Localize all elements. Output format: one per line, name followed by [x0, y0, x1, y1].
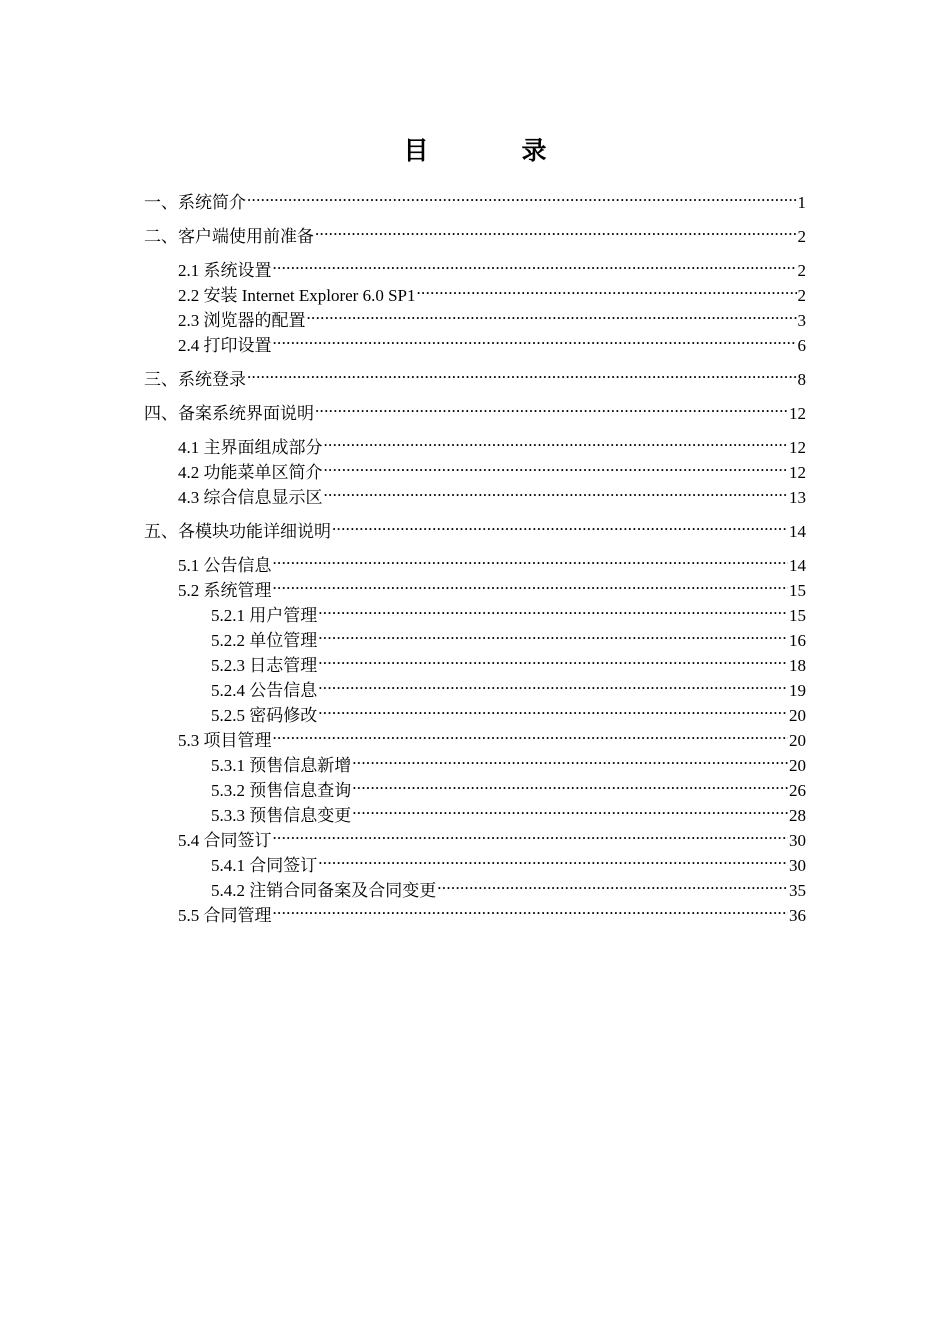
- dot-leader: [247, 360, 797, 385]
- toc-entry-page: 2: [797, 227, 806, 246]
- toc-entry-page: 14: [789, 522, 806, 541]
- dot-leader: [417, 276, 797, 301]
- toc-entry-page: 30: [789, 831, 806, 850]
- toc-entry-page: 8: [797, 370, 806, 389]
- toc-entry[interactable]: [144, 217, 806, 246]
- dot-leader: [273, 251, 797, 276]
- toc-entry[interactable]: [144, 546, 806, 575]
- toc-entry-label: 4.1 主界面组成部分: [178, 438, 323, 457]
- toc-entry-page: 2: [797, 286, 806, 305]
- dot-leader: [273, 546, 789, 571]
- toc-entry-label: 5.4 合同签订: [178, 831, 272, 850]
- toc-entry-label: 三、系统登录: [144, 370, 246, 389]
- toc-entry-label: 4.2 功能菜单区简介: [178, 463, 323, 482]
- dot-leader: [247, 183, 797, 208]
- dot-leader: [352, 771, 788, 796]
- toc-entry-label: 5.2.5 密码修改: [211, 706, 318, 725]
- toc-entry-label: 二、客户端使用前准备: [144, 227, 314, 246]
- dot-leader: [318, 696, 788, 721]
- toc-entry-page: 36: [789, 906, 806, 925]
- toc-entry-page: 14: [789, 556, 806, 575]
- toc-entry-page: 12: [789, 438, 806, 457]
- dot-leader: [352, 746, 788, 771]
- dot-leader: [318, 846, 788, 871]
- toc-entry-label: 5.2.2 单位管理: [211, 631, 318, 650]
- dot-leader: [273, 571, 789, 596]
- dot-leader: [437, 871, 788, 896]
- toc-entry-label: 5.4.1 合同签订: [211, 856, 318, 875]
- dot-leader: [315, 394, 788, 419]
- toc-entry-label: 四、备案系统界面说明: [144, 404, 314, 423]
- toc-entry-label: 2.4 打印设置: [178, 336, 272, 355]
- toc-entry-page: 12: [789, 463, 806, 482]
- toc-entry-label: 五、各模块功能详细说明: [144, 522, 331, 541]
- toc-entry-page: 30: [789, 856, 806, 875]
- toc-entry[interactable]: [144, 183, 806, 212]
- toc-entry-label: 5.3 项目管理: [178, 731, 272, 750]
- toc-entry-label: 5.2.4 公告信息: [211, 681, 318, 700]
- toc-entry-page: 15: [789, 581, 806, 600]
- toc-entry-page: 1: [797, 193, 806, 212]
- dot-leader: [318, 671, 788, 696]
- dot-leader: [307, 301, 797, 326]
- toc-entry-page: 12: [789, 404, 806, 423]
- toc-entry[interactable]: [144, 251, 806, 280]
- toc-entry[interactable]: [144, 360, 806, 389]
- dot-leader: [324, 453, 789, 478]
- toc-entry-label: 5.5 合同管理: [178, 906, 272, 925]
- dot-leader: [324, 478, 789, 503]
- toc-entry-label: 5.1 公告信息: [178, 556, 272, 575]
- toc-entry-page: 2: [797, 261, 806, 280]
- dot-leader: [315, 217, 797, 242]
- toc-entry-page: 13: [789, 488, 806, 507]
- dot-leader: [273, 721, 789, 746]
- toc-entry-label: 5.3.2 预售信息查询: [211, 781, 352, 800]
- toc-entry-page: 18: [789, 656, 806, 675]
- toc-entry-label: 一、系统简介: [144, 193, 246, 212]
- dot-leader: [318, 596, 788, 621]
- toc-entry-label: 5.3.3 预售信息变更: [211, 806, 352, 825]
- dot-leader: [318, 646, 788, 671]
- toc-entry-label: 5.2.3 日志管理: [211, 656, 318, 675]
- toc-entry-page: 16: [789, 631, 806, 650]
- toc-entry-page: 20: [789, 756, 806, 775]
- dot-leader: [318, 621, 788, 646]
- toc-entry[interactable]: [144, 512, 806, 541]
- dot-leader: [332, 512, 788, 537]
- toc-entry-page: 3: [797, 311, 806, 330]
- toc-entry-label: 2.3 浏览器的配置: [178, 311, 306, 330]
- dot-leader: [324, 428, 789, 453]
- dot-leader: [273, 896, 789, 921]
- toc-entry-label: 4.3 综合信息显示区: [178, 488, 323, 507]
- toc-entry-label: 5.4.2 注销合同备案及合同变更: [211, 881, 437, 900]
- toc-entry-page: 28: [789, 806, 806, 825]
- dot-leader: [273, 821, 789, 846]
- toc-entry[interactable]: [144, 394, 806, 423]
- toc-entry-label: 2.1 系统设置: [178, 261, 272, 280]
- toc-entry-page: 26: [789, 781, 806, 800]
- toc-entry-page: 15: [789, 606, 806, 625]
- toc-entry-page: 20: [789, 706, 806, 725]
- toc-entry-label: 2.2 安装 Internet Explorer 6.0 SP1: [178, 286, 416, 305]
- toc-entry-page: 20: [789, 731, 806, 750]
- toc-entry-label: 5.2.1 用户管理: [211, 606, 318, 625]
- dot-leader: [273, 326, 797, 351]
- toc-entry-label: 5.3.1 预售信息新增: [211, 756, 352, 775]
- dot-leader: [352, 796, 788, 821]
- toc-entry-page: 35: [789, 881, 806, 900]
- toc-entry[interactable]: [144, 428, 806, 457]
- table-of-contents: [144, 183, 806, 925]
- toc-title: 目 录: [403, 136, 581, 165]
- toc-entry-page: 6: [797, 336, 806, 355]
- toc-entry-page: 19: [789, 681, 806, 700]
- toc-entry-label: 5.2 系统管理: [178, 581, 272, 600]
